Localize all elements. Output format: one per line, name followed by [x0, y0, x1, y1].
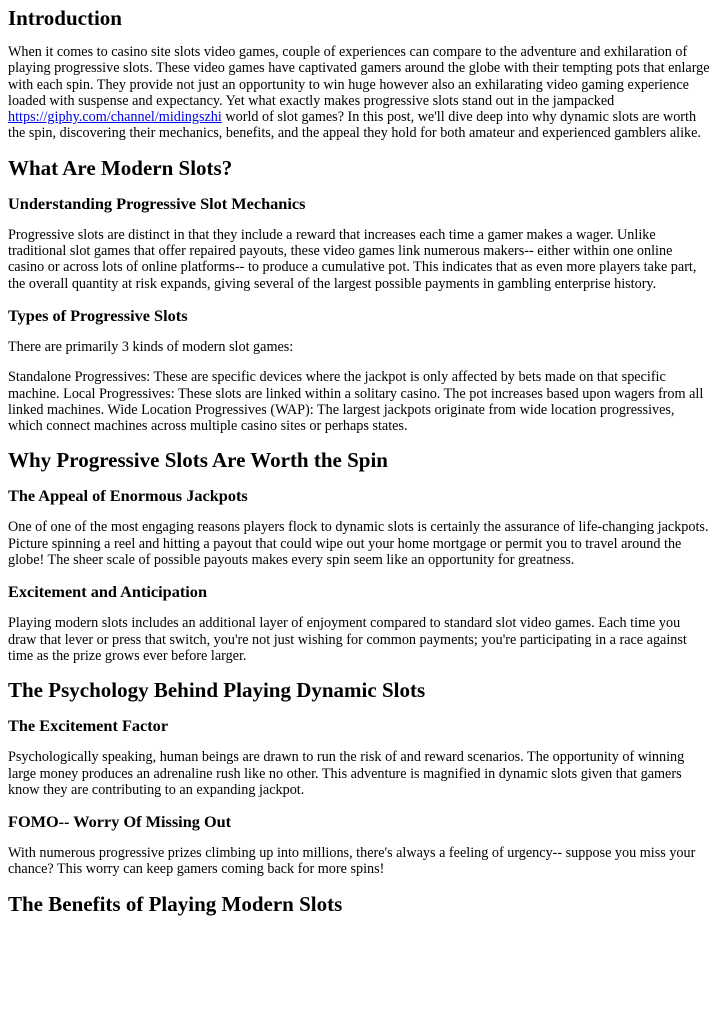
- subheading-excitement-factor: The Excitement Factor: [8, 716, 169, 736]
- subheading-appeal-of-jackpots: The Appeal of Enormous Jackpots: [8, 486, 248, 506]
- subheading-types-of-progressive-slots: Types of Progressive Slots: [8, 305, 188, 325]
- subheading-understanding-mechanics: Understanding Progressive Slot Mechanics: [8, 193, 306, 213]
- intro-paragraph: [8, 44, 712, 142]
- intro-text-after-link: world of slot games? In this post, we'll dive deep into why dynamic slots are worth the spin, discovering their mechanics, benefits, and the appeal they hold for both amateur and experienced gamblers alike.: [8, 109, 701, 142]
- paragraph-types-intro: There are primarily 3 kinds of modern slot games:: [8, 338, 294, 355]
- paragraph-mechanics: Progressive slots are distinct in that they include a reward that increases each time a gamer makes a wager. Unlike traditional slot games that offer repaired payouts, these video games link numerous makers-- either within one online casino or across lots of online platforms-- to produce a cumulative pot. This indicates that as even more players take part, the overall quantity at risk expands, giving several of the largest possible payments in gambling enterprise history.: [8, 226, 697, 292]
- paragraph-fomo: With numerous progressive prizes climbing up into millions, there's always a feeling of urgency-- suppose you miss your chance? This worry can keep gamers coming back for more spins!: [8, 845, 696, 878]
- heading-why-worth-the-spin: Why Progressive Slots Are Worth the Spin: [8, 448, 388, 473]
- giphy-channel-link[interactable]: https://giphy.com/channel/midingszhi: [8, 109, 222, 126]
- paragraph-anticipation: Playing modern slots includes an additional layer of enjoyment compared to standard slot video games. Each time you draw that lever or press that switch, you're not just wishing for common payments; you're participating in a race against time as the prize grows ever before larger.: [8, 615, 687, 664]
- article: [0, 6, 720, 916]
- heading-what-are-modern-slots: What Are Modern Slots?: [8, 155, 233, 180]
- paragraph-jackpots: One of one of the most engaging reasons players flock to dynamic slots is certainly the assurance of life-changing jackpots. Picture spinning a reel and hitting a payout that could wipe out your home mortgage or permit you to travel around the globe! The sheer scale of possible payouts makes every spin seem like an opportunity for greatness.: [8, 519, 709, 569]
- subheading-fomo: FOMO-- Worry Of Missing Out: [8, 812, 232, 832]
- paragraph-excitement-factor: Psychologically speaking, human beings are drawn to run the risk of and reward scenarios. The opportunity of winning large money produces an adrenaline rush like no other. This adventure is magnified in dynamic slots given that gamers know they are contributing to an expanding jackpot.: [8, 749, 685, 798]
- intro-text-before-link: When it comes to casino site slots video games, couple of experiences can compare to the adventure and exhilaration of playing progressive slots. These video games have captivated gamers around the globe with their tempting pots that enlarge with each spin. They provide not just an opportunity to win huge however also an exhilarating video gaming experience loaded with suspense and expectancy. Yet what exactly makes progressive slots stand out in the jampacked: [8, 44, 710, 109]
- heading-benefits: The Benefits of Playing Modern Slots: [8, 891, 343, 916]
- heading-psychology: The Psychology Behind Playing Dynamic Slots: [8, 678, 426, 703]
- paragraph-types-list: Standalone Progressives: These are specific devices where the jackpot is only affected by bets made on that specific machine. Local Progressives: These slots are linked within a solitary casino. The pot increases based upon wagers from all linked machines. Wide Location Progressives (WAP): The largest jackpots originate from wide location progressives, which connect machines across multiple casino sites or perhaps states.: [8, 369, 704, 435]
- heading-introduction: Introduction: [8, 6, 122, 30]
- subheading-excitement-anticipation: Excitement and Anticipation: [8, 582, 207, 602]
